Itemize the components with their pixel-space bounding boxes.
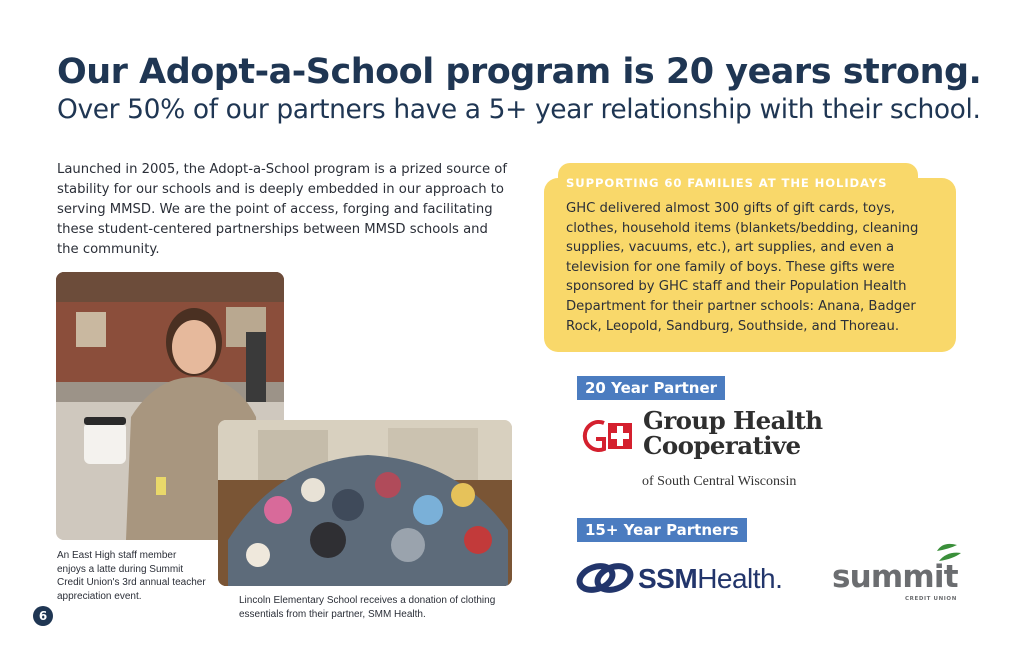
ghc-logo-line2: Cooperative: [643, 431, 801, 460]
twenty-year-partner-badge: 20 Year Partner: [577, 376, 725, 400]
page-title: Our Adopt-a-School program is 20 years strong.: [57, 52, 982, 92]
callout-heading: SUPPORTING 60 FAMILIES AT THE HOLIDAYS: [566, 176, 888, 190]
ghc-logo-line1: Group Health: [643, 406, 823, 435]
ssm-logo-light: Health.: [697, 563, 783, 594]
page-subtitle: Over 50% of our partners have a 5+ year relationship with their school.: [57, 94, 981, 125]
ssm-health-logo-text: [638, 563, 782, 595]
donation-photo-caption: Lincoln Elementary School receives a donation of clothing essentials from their partner, SMM Health.: [239, 595, 496, 620]
ssm-health-logo-icon: [576, 560, 634, 596]
page-number: 6: [33, 606, 53, 626]
fifteen-year-partners-badge: 15+ Year Partners: [577, 518, 747, 542]
ghc-logo-text: [643, 408, 823, 458]
summit-logo-text: summit: [832, 559, 958, 595]
staff-photo-caption: An East High staff member enjoys a latte during Summit Credit Union's 3rd annual teacher appreciation event.: [57, 550, 206, 602]
summit-logo-subtitle: CREDIT UNION: [905, 596, 957, 602]
ghc-logo-subtitle: of South Central Wisconsin: [642, 474, 797, 489]
callout-body: GHC delivered almost 300 gifts of gift cards, toys, clothes, household items (blankets/bedding, cleaning supplies, vacuums, etc.), art supplies, and even a television for one family of boys. These gifts were sponsored by GHC staff and their Population Health Department for their partner schools: Anana, Badger Rock, Leopold, Sandburg, Southside, and Thoreau.: [566, 201, 919, 334]
intro-paragraph: Launched in 2005, the Adopt-a-School program is a prized source of stability for our schools and is deeply embedded in our approach to serving MMSD. We are the point of access, forging and facilitating these student-centered partnerships between MMSD schools and the community.: [57, 162, 507, 257]
ssm-logo-bold: SSM: [638, 563, 698, 594]
ghc-logo-icon: [578, 419, 634, 453]
donation-table-photo: [218, 420, 512, 586]
